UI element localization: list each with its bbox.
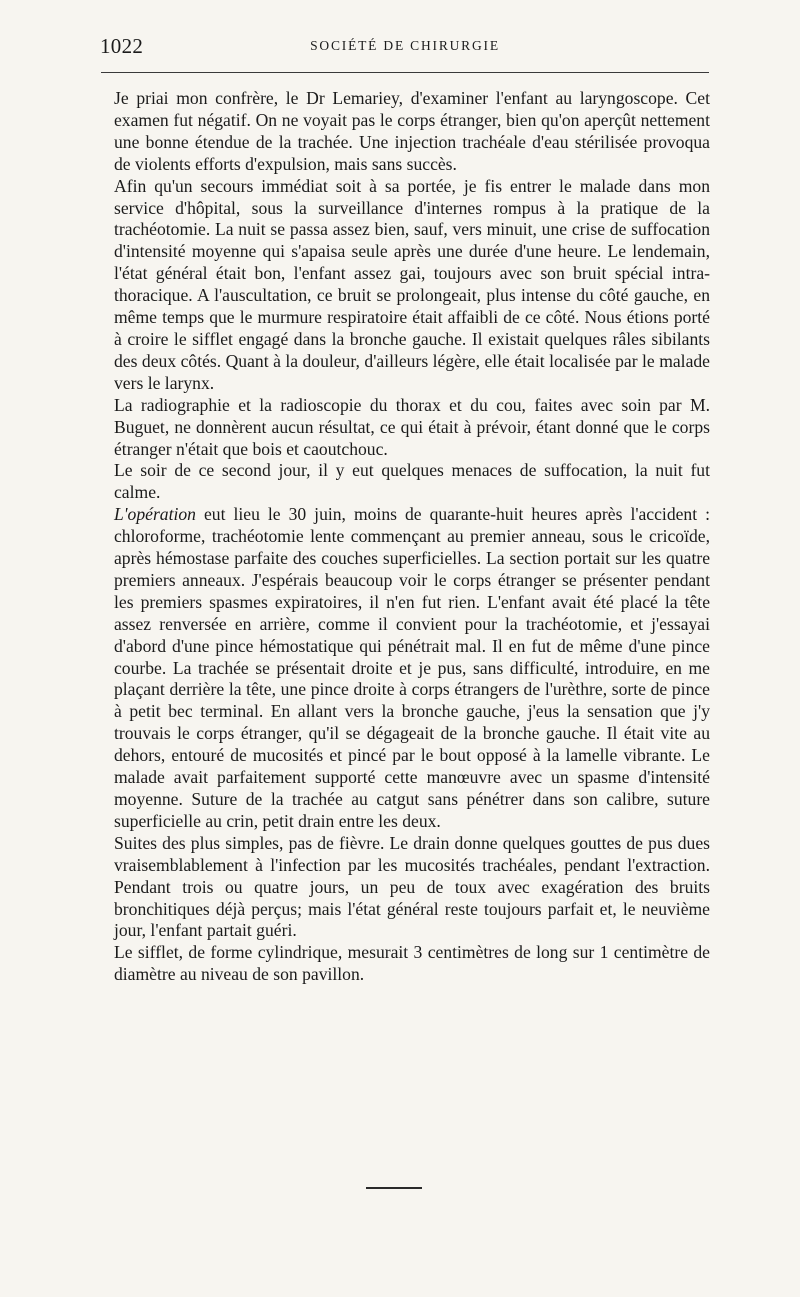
paragraph-7: Le sifflet, de forme cylindrique, mesurait 3 centimètres de long sur 1 centimètre de diamètre au niveau de son pavillon. [114, 942, 710, 985]
paragraph-5 [114, 504, 710, 833]
page-header [100, 34, 710, 62]
paragraph-5-text: eut lieu le 30 juin, moins de quarante-huit heures après l'accident : chloroforme, trachéotomie lente commençant au premier anneau, sous le cricoïde, après hémostase parfaite des couches superficielles. La section portait sur les quatre premiers anneaux. J'espérais beaucoup voir le corps étranger se présenter pendant les premiers spasmes expiratoires, il n'en fut rien. L'enfant avait été placé la tête assez renversée en arrière, comme il convient pour la trachéotomie, et j'essayai d'abord d'une pince hémostatique qui pénétrait mal. Il en fut de même d'une pince courbe. La trachée se présentait droite et je pus, sans difficulté, introduire, en me plaçant derrière la tête, une pince droite à corps étrangers de l'urèthre, sorte de pince à petit bec terminal. En allant vers la bronche gauche, j'eus la sensation que j'y trouvais le corps étranger, qu'il se dégageait de la bronche gauche. Il était vite au dehors, entouré de mucosités et pincé par le bout opposé à la lamelle vibrante. Le malade avait parfaitement supporté cette manœuvre avec un spasme d'intensité moyenne. Suture de la trachée au catgut sans pénétrer dans son calibre, suture superficielle au crin, petit drain entre les deux. [114, 504, 710, 831]
operation-heading: L'opération [114, 504, 196, 525]
running-title: SOCIÉTÉ DE CHIRURGIE [310, 38, 500, 53]
paragraph-4: Le soir de ce second jour, il y eut quelques menaces de suffocation, la nuit fut calme. [114, 460, 710, 503]
paragraph-6: Suites des plus simples, pas de fièvre. Le drain donne quelques gouttes de pus dues vraisemblablement à l'infection par les mucosités trachéales, pendant l'extraction. Pendant trois ou quatre jours, un peu de toux avec exagération des bruits bronchitiques déjà perçus; mais l'état général reste toujours parfait et, le neuvième jour, l'enfant partait guéri. [114, 832, 710, 941]
page-number: 1022 [100, 34, 144, 58]
paragraph-1: Je priai mon confrère, le Dr Lemariey, d'examiner l'enfant au laryngoscope. Cet examen fut négatif. On ne voyait pas le corps étranger, bien qu'on aperçût nettement une bonne étendue de la trachée. Une injection trachéale d'eau stérilisée provoqua de violents efforts d'expulsion, mais sans succès. [114, 88, 710, 174]
paragraph-2: Afin qu'un secours immédiat soit à sa portée, je fis entrer le malade dans mon service d'hôpital, sous la surveillance d'internes rompus à la pratique de la trachéotomie. La nuit se passa assez bien, sauf, vers minuit, une crise de suffocation d'intensité moyenne qui s'apaisa seule après une durée d'une heure. Le lendemain, l'état général était bon, l'enfant assez gai, toujours avec son bruit spécial intra-thoracique. A l'auscultation, ce bruit se prolongeait, plus intense du côté gauche, en même temps que le murmure respiratoire était affaibli de ce côté. Nous étions porté à croire le sifflet engagé dans la bronche gauche. Il existait quelques râles sibilants des deux côtés. Quant à la douleur, d'ailleurs légère, elle était localisée par le malade vers le larynx. [114, 175, 710, 393]
header-rule [101, 72, 709, 73]
end-rule [366, 1187, 422, 1189]
paragraph-3: La radiographie et la radioscopie du thorax et du cou, faites avec soin par M. Buguet, ne donnèrent aucun résultat, ce qui était à prévoir, étant donné que le corps étranger n'était que bois et caoutchouc. [114, 394, 710, 459]
body-text [114, 88, 710, 986]
